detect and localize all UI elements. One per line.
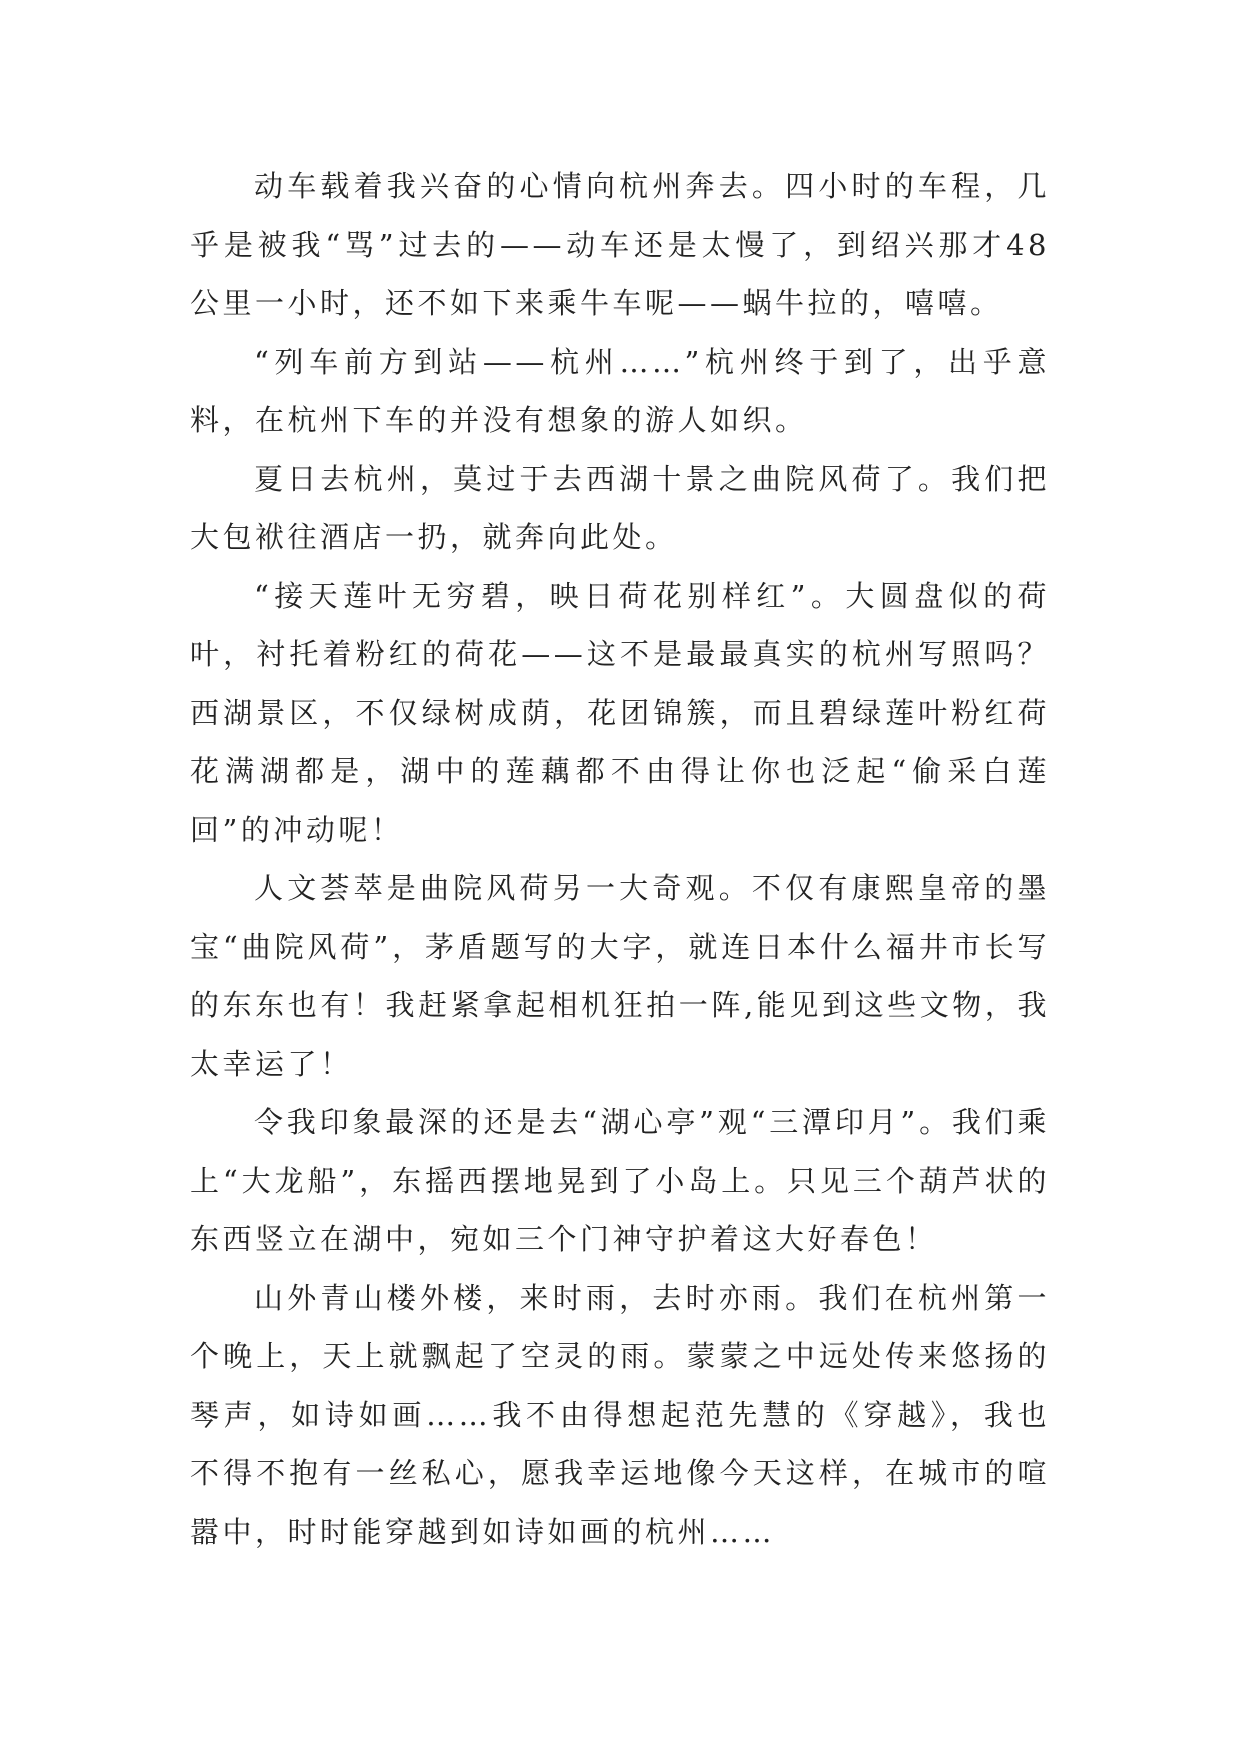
essay-body xyxy=(190,157,1050,1561)
paragraph-4: “接天莲叶无穷碧，映日荷花别样红”。大圆盘似的荷叶，衬托着粉红的荷花——这不是最最真实的杭州写照吗？西湖景区，不仅绿树成荫，花团锦簇，而且碧绿莲叶粉红荷花满湖都是，湖中的莲藕都不由得让你也泛起“偷采白莲回”的冲动呢！ xyxy=(190,578,1050,847)
paragraph-7: 山外青山楼外楼，来时雨，去时亦雨。我们在杭州第一个晚上，天上就飘起了空灵的雨。蒙蒙之中远处传来悠扬的琴声，如诗如画……我不由得想起范先慧的《穿越》，我也不得不抱有一丝私心，愿我幸运地像今天这样，在城市的喧嚣中，时时能穿越到如诗如画的杭州…… xyxy=(190,1280,1050,1549)
paragraph-2: “列车前方到站——杭州……”杭州终于到了，出乎意料，在杭州下车的并没有想象的游人如织。 xyxy=(190,344,1050,437)
paragraph-5: 人文荟萃是曲院风荷另一大奇观。不仅有康熙皇帝的墨宝“曲院风荷”，茅盾题写的大字，就连日本什么福井市长写的东东也有！我赶紧拿起相机狂拍一阵,能见到这些文物，我太幸运了！ xyxy=(190,871,1050,1081)
paragraph-1: 动车载着我兴奋的心情向杭州奔去。四小时的车程，几乎是被我“骂”过去的——动车还是太慢了，到绍兴那才48公里一小时，还不如下来乘牛车呢——蜗牛拉的，嘻嘻。 xyxy=(190,169,1050,320)
paragraph-3: 夏日去杭州，莫过于去西湖十景之曲院风荷了。我们把大包袱往酒店一扔，就奔向此处。 xyxy=(190,461,1050,554)
paragraph-6: 令我印象最深的还是去“湖心亭”观“三潭印月”。我们乘上“大龙船”，东摇西摆地晃到了小岛上。只见三个葫芦状的东西竖立在湖中，宛如三个门神守护着这大好春色！ xyxy=(190,1105,1050,1256)
